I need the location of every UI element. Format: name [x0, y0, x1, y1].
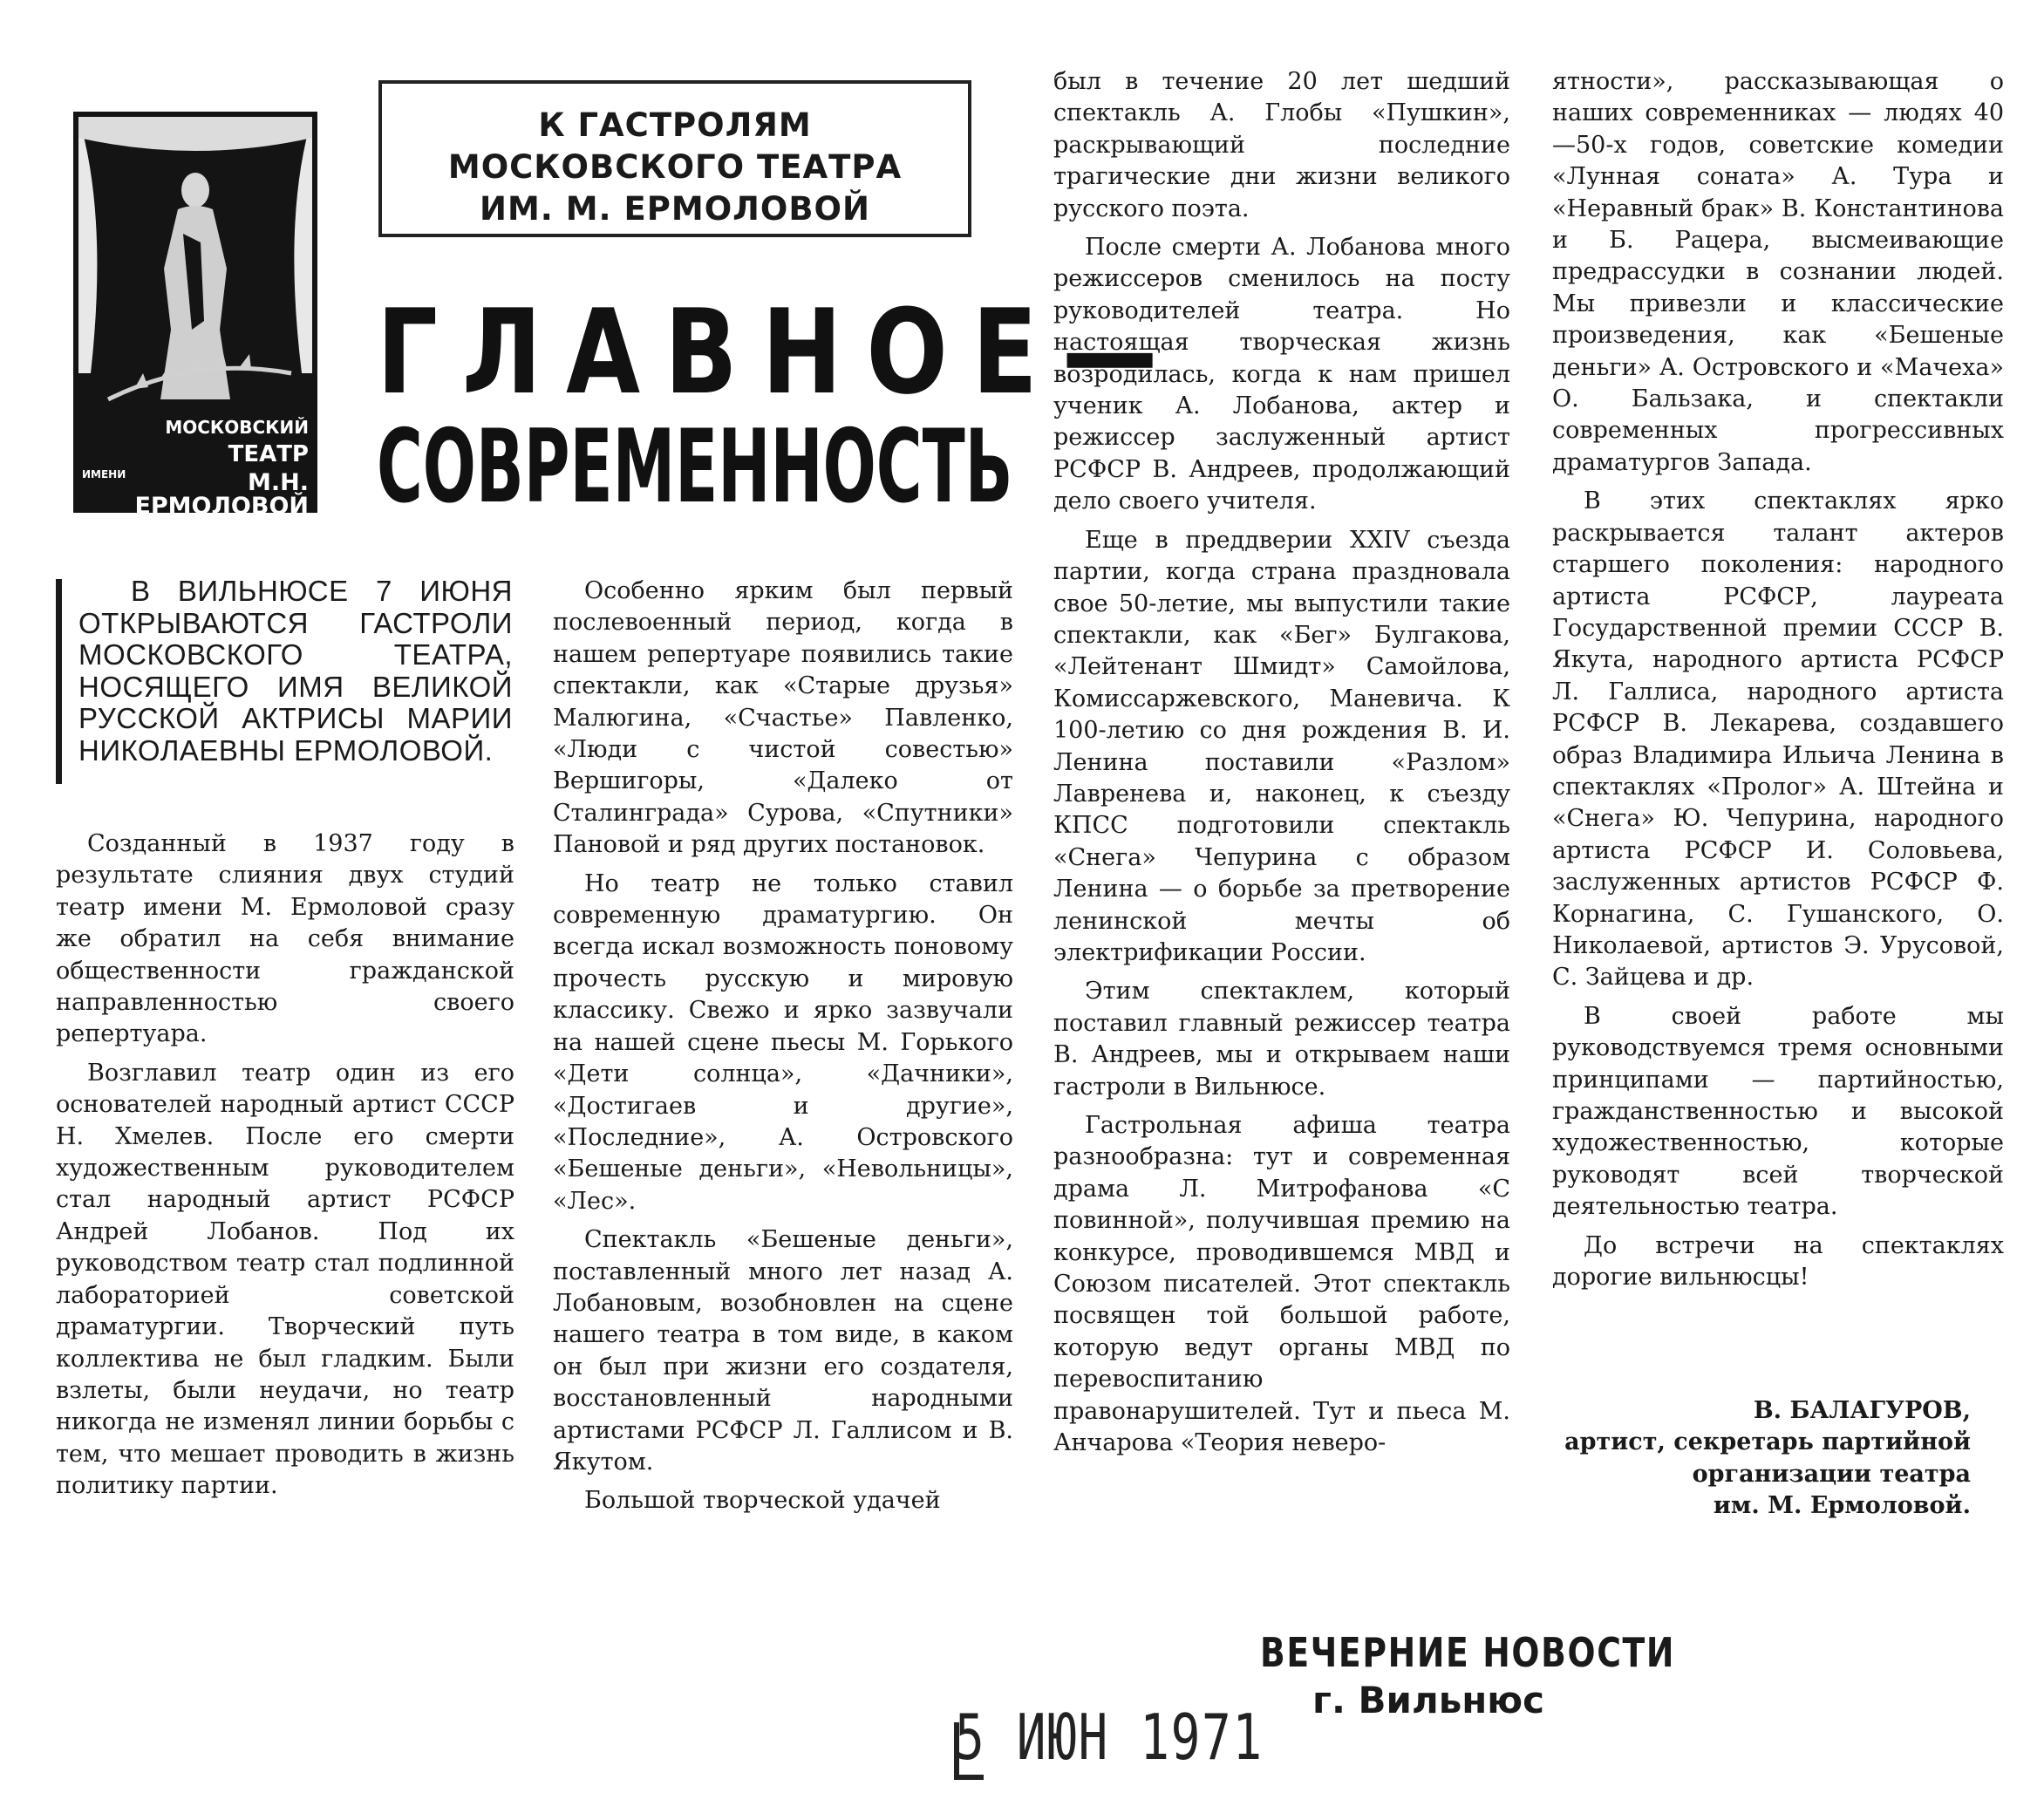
paragraph: Созданный в 1937 году в результате слияния двух студий театр имени М. Ермоловой сразу же обратил на себя внимание общественности гражданской направленностью своего репертуара.: [56, 830, 514, 1048]
paragraph: Но театр не только ставил современную драматургию. Он всегда искал возможность поновому прочесть русскую и мировую классику. Свежо и ярко зазвучали на нашей сцене пьесы М. Горького «Дети солнца», «Дачники», «Достигаев и другие», «Последние», А. Островского «Бешеные деньги», «Невольницы», «Лес».: [553, 869, 1013, 1215]
stamp-date: 5 ИЮН 1971: [955, 1701, 1264, 1774]
paragraph: Этим спектаклем, который поставил главный режиссер театра В. Андреев, мы и открываем наши гастроли в Вильнюсе.: [1053, 978, 1510, 1101]
logo-line2: ТЕАТР: [228, 441, 309, 467]
paragraph: ятности», рассказывающая о наших современниках — людях 40—50-х годов, советские комедии «Лунная соната» А. Тура и «Неравный брак» В. Константинова и Б. Рацера, высмеивающие предрассудки в сознании людей. Мы привезли и классические произведения, как «Бешеные деньги» А. Островского и «Мачеха» О. Бальзака, и спектакли современных прогрессивных драматургов Запада.: [1552, 68, 2004, 476]
paragraph: Большой творческой удачей: [584, 1487, 941, 1515]
article-column-4: [1552, 66, 2004, 1300]
paragraph: Спектакль «Бешеные деньги», поставленный много лет назад А. Лобановым, возобновлен на сцене нашего театра в том виде, в каком он был при жизни его создателя, восстановленный народными артистами РСФСР Л. Галлисом и В. Якутом.: [553, 1226, 1013, 1476]
theatre-logo: [73, 112, 317, 513]
author-title-line1: артист, секретарь партийной: [1564, 1428, 1971, 1456]
paragraph: До встречи на спектаклях дорогие вильнюсцы!: [1552, 1231, 2004, 1292]
kicker-line3: ИМ. М. ЕРМОЛОВОЙ: [480, 190, 870, 228]
paragraph: После смерти А. Лобанова много режиссеров сменилось на посту руководителей театра. Но настоящая творческая жизнь возродилась, когда к нам пришел ученик А. Лобанова, актер и режиссер заслуженный артист РСФСР В. Андреев, продолжающий дело своего учителя.: [1053, 234, 1510, 515]
lead-paragraph: [78, 576, 513, 767]
kicker-box: [378, 80, 971, 237]
author-signature: [1552, 1395, 1971, 1523]
author-name: В. БАЛАГУРОВ,: [1753, 1397, 1971, 1424]
logo-line3: М.Н. ЕРМОЛОВОЙ: [134, 469, 309, 513]
lead-text: В ВИЛЬНЮСЕ 7 ИЮНЯ ОТКРЫВАЮТСЯ ГАСТРОЛИ МОСКОВСКОГО ТЕАТРА, НОСЯЩЕГО ИМЯ ВЕЛИКОЙ РУССКОЙ АКТРИСЫ МАРИИ НИКОЛАЕВНЫ ЕРМОЛОВОЙ.: [78, 575, 513, 767]
headline-line2: СОВРЕМЕННОСТЬ: [377, 408, 1013, 526]
paragraph: В своей работе мы руководствуемся тремя основными принципами — партийностью, гражданственностью и высокой художественностью, которые руководят всей творческой деятельностью театра.: [1552, 1002, 2004, 1221]
author-title-line3: им. М. Ермоловой.: [1713, 1492, 1971, 1520]
paragraph: В этих спектаклях ярко раскрывается талант актеров старшего поколения: народного артиста РСФСР, лауреата Государственной премии СССР В. Якута, народного артиста РСФСР Л. Галлиса, народного артиста РСФСР В. Лекарева, создавшего образ Владимира Ильича Ленина в спектаклях «Пролог» А. Штейна и «Снега» Ю. Чепурина, народного артиста РСФСР И. Соловьева, заслуженных артистов РСФСР Ф. Корнагина, С. Гушанского, О. Николаевой, артистов Э. Урусовой, С. Зайцева и др.: [1552, 487, 2004, 992]
paragraph: был в течение 20 лет шедший спектакль А. Глобы «Пушкин», раскрывающий последние трагические дни жизни великого русского поэта.: [1053, 68, 1510, 222]
article-column-3: [1053, 66, 1510, 1466]
paragraph: Возглавил театр один из его основателей народный артист СССР Н. Хмелев. После его смерти художественным руководителем стал народный артист РСФСР Андрей Лобанов. Под их руководством театр стал подлинной лабораторией советской драматургии. Творческий путь коллектива не был гладким. Были взлеты, были неудачи, но театр никогда не изменял линии борьбы с тем, что мешает проводить в жизнь политику партии.: [56, 1059, 514, 1500]
stamp-city: г. Вильнюс: [1312, 1679, 1545, 1721]
kicker-line2: МОСКОВСКОГО ТЕАТРА: [447, 148, 903, 186]
logo-line1: МОСКОВСКИЙ: [165, 417, 309, 438]
paragraph: Еще в преддверии XXIV съезда партии, когда страна праздновала свое 50-летие, мы выпустили такие спектакли, как «Бег» Булгакова, «Лейтенант Шмидт» Самойлова, Комиссаржевского, Маневича. К 100-летию со дня рождения В. И. Ленина поставили «Разлом» Лавренева и, наконец, к съезду КПСС подготовили спектакль «Снега» Чепурина с образом Ленина — о борьбе за претворение ленинской мечты об электрификации России.: [1053, 526, 1510, 966]
paragraph: Особенно ярким был первый послевоенный период, когда в нашем репертуаре появились такие спектакли, как «Старые друзья» Малюгина, «Счастье» Павленко, «Люди с чистой совестью» Вершигоры, «Далеко от Сталинграда» Сурова, «Спутники» Пановой и ряд других постановок.: [553, 577, 1013, 859]
headline-line1: ГЛАВНОЕ—: [377, 284, 1182, 420]
lead-rule: [56, 579, 62, 784]
article-column-1: [56, 828, 514, 1510]
logo-line3-small: ИМЕНИ: [82, 468, 126, 481]
author-title-line2: организации театра: [1692, 1460, 1971, 1488]
stamp-newspaper-name: ВЕЧЕРНИЕ НОВОСТИ: [1260, 1629, 1676, 1676]
article-column-2: [553, 576, 1013, 1524]
kicker-line1: К ГАСТРОЛЯМ: [538, 106, 812, 144]
paragraph: Гастрольная афиша театра разнообразна: тут и современная драма Л. Митрофанова «С повинной», получившая премию на конкурсе, проводившемся МВД и Союзом писателей. Этот спектакль посвящен той большой работе, которую ведут органы МВД по перевоспитанию правонарушителей. Тут и пьеса М. Анчарова «Теория неверо-: [1053, 1112, 1510, 1457]
